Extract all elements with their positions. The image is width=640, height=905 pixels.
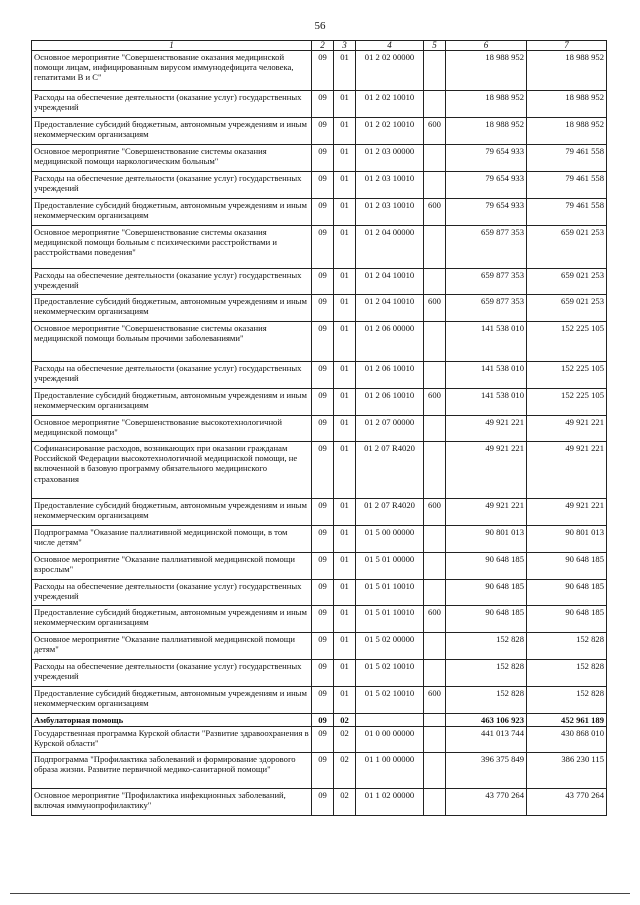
row-name-cell: Предоставление субсидий бюджетным, автономным учреждениям и иным некоммерческим организациям — [32, 118, 312, 145]
row-target-article-cell: 01 2 02 00000 — [356, 51, 424, 91]
row-target-article-cell: 01 5 01 10010 — [356, 580, 424, 606]
row-section-cell: 09 — [312, 442, 334, 499]
row-subsection-cell: 01 — [334, 499, 356, 526]
row-section-cell: 09 — [312, 553, 334, 580]
budget-table — [31, 40, 607, 816]
row-section-cell: 09 — [312, 295, 334, 322]
table-row — [32, 727, 607, 753]
row-subsection-cell: 01 — [334, 91, 356, 118]
row-expense-type-cell: 600 — [424, 606, 446, 633]
row-amount-year2-cell: 659 021 253 — [527, 295, 607, 322]
table-row — [32, 269, 607, 295]
row-section-cell: 09 — [312, 362, 334, 389]
row-name-cell: Государственная программа Курской области "Развитие здравоохранения в Курской области" — [32, 727, 312, 753]
table-row — [32, 416, 607, 442]
row-amount-year1-cell: 18 988 952 — [446, 51, 527, 91]
row-subsection-cell: 01 — [334, 145, 356, 172]
table-row — [32, 499, 607, 526]
row-target-article-cell: 01 2 07 00000 — [356, 416, 424, 442]
row-name-cell: Расходы на обеспечение деятельности (оказание услуг) государственных учреждений — [32, 172, 312, 199]
row-target-article-cell: 01 2 03 10010 — [356, 199, 424, 226]
row-amount-year2-cell: 43 770 264 — [527, 789, 607, 816]
row-name-cell: Подпрограмма "Оказание паллиативной медицинской помощи, в том числе детям" — [32, 526, 312, 553]
row-amount-year1-cell: 141 538 010 — [446, 389, 527, 416]
table-row — [32, 580, 607, 606]
row-amount-year2-cell: 90 648 185 — [527, 606, 607, 633]
table-row — [32, 118, 607, 145]
table-row — [32, 172, 607, 199]
row-subsection-cell: 01 — [334, 416, 356, 442]
row-amount-year2-cell: 452 961 189 — [527, 714, 607, 727]
row-expense-type-cell — [424, 145, 446, 172]
header-col-3: 3 — [334, 41, 356, 51]
row-amount-year1-cell: 441 013 744 — [446, 727, 527, 753]
row-expense-type-cell: 600 — [424, 199, 446, 226]
row-amount-year1-cell: 90 648 185 — [446, 553, 527, 580]
table-header-row — [32, 41, 607, 51]
row-target-article-cell: 01 2 03 10010 — [356, 172, 424, 199]
row-amount-year1-cell: 90 801 013 — [446, 526, 527, 553]
row-amount-year2-cell: 152 828 — [527, 660, 607, 687]
row-section-cell: 09 — [312, 199, 334, 226]
row-amount-year2-cell: 152 225 105 — [527, 362, 607, 389]
row-expense-type-cell — [424, 553, 446, 580]
row-target-article-cell: 01 2 06 00000 — [356, 322, 424, 362]
row-name-cell: Основное мероприятие "Совершенствование системы оказания медицинской помощи наркологическим больным" — [32, 145, 312, 172]
row-amount-year2-cell: 79 461 558 — [527, 172, 607, 199]
row-amount-year1-cell: 463 106 923 — [446, 714, 527, 727]
row-amount-year2-cell: 152 828 — [527, 687, 607, 714]
table-row — [32, 199, 607, 226]
row-amount-year1-cell: 141 538 010 — [446, 322, 527, 362]
row-target-article-cell: 01 2 07 R4020 — [356, 499, 424, 526]
row-section-cell: 09 — [312, 269, 334, 295]
row-expense-type-cell: 600 — [424, 389, 446, 416]
row-section-cell: 09 — [312, 789, 334, 816]
table-row — [32, 145, 607, 172]
row-amount-year2-cell: 659 021 253 — [527, 226, 607, 269]
row-subsection-cell: 01 — [334, 606, 356, 633]
row-amount-year2-cell: 49 921 221 — [527, 499, 607, 526]
row-subsection-cell: 01 — [334, 362, 356, 389]
table-row — [32, 633, 607, 660]
row-expense-type-cell — [424, 442, 446, 499]
row-subsection-cell: 01 — [334, 118, 356, 145]
table-row — [32, 51, 607, 91]
row-section-cell: 09 — [312, 633, 334, 660]
row-section-cell: 09 — [312, 51, 334, 91]
row-amount-year2-cell: 90 801 013 — [527, 526, 607, 553]
row-expense-type-cell: 600 — [424, 118, 446, 145]
header-col-6: 6 — [446, 41, 527, 51]
row-expense-type-cell — [424, 714, 446, 727]
row-section-cell: 09 — [312, 172, 334, 199]
row-amount-year2-cell: 659 021 253 — [527, 269, 607, 295]
row-target-article-cell: 01 5 02 00000 — [356, 633, 424, 660]
row-subsection-cell: 02 — [334, 753, 356, 789]
row-amount-year1-cell: 18 988 952 — [446, 118, 527, 145]
row-target-article-cell: 01 1 02 00000 — [356, 789, 424, 816]
row-amount-year2-cell: 18 988 952 — [527, 51, 607, 91]
row-amount-year1-cell: 659 877 353 — [446, 226, 527, 269]
row-expense-type-cell — [424, 753, 446, 789]
row-target-article-cell: 01 5 02 10010 — [356, 660, 424, 687]
row-expense-type-cell — [424, 269, 446, 295]
row-name-cell: Подпрограмма "Профилактика заболеваний и формирование здорового образа жизни. Развитие первичной медико-санитарной помощи" — [32, 753, 312, 789]
row-target-article-cell: 01 5 01 00000 — [356, 553, 424, 580]
row-subsection-cell: 02 — [334, 714, 356, 727]
header-col-1: 1 — [32, 41, 312, 51]
row-target-article-cell: 01 2 04 10010 — [356, 295, 424, 322]
row-amount-year1-cell: 49 921 221 — [446, 499, 527, 526]
row-subsection-cell: 01 — [334, 633, 356, 660]
row-amount-year1-cell: 49 921 221 — [446, 416, 527, 442]
row-amount-year1-cell: 152 828 — [446, 687, 527, 714]
row-section-cell: 09 — [312, 526, 334, 553]
row-subsection-cell: 01 — [334, 526, 356, 553]
table-row — [32, 442, 607, 499]
row-name-cell: Основное мероприятие "Совершенствование системы оказания медицинской помощи больным с психическими расстройствами и расстройствами поведения" — [32, 226, 312, 269]
header-col-2: 2 — [312, 41, 334, 51]
row-name-cell: Амбулаторная помощь — [32, 714, 312, 727]
row-amount-year1-cell: 18 988 952 — [446, 91, 527, 118]
row-amount-year2-cell: 152 225 105 — [527, 389, 607, 416]
row-subsection-cell: 01 — [334, 660, 356, 687]
row-name-cell: Основное мероприятие "Совершенствование оказания медицинской помощи лицам, инфицированным вирусом иммунодефицита человека, гепатитами В и С" — [32, 51, 312, 91]
table-row — [32, 226, 607, 269]
row-expense-type-cell — [424, 322, 446, 362]
row-name-cell: Основное мероприятие "Совершенствование системы оказания медицинской помощи больным прочими заболеваниями" — [32, 322, 312, 362]
row-subsection-cell: 01 — [334, 389, 356, 416]
row-name-cell: Предоставление субсидий бюджетным, автономным учреждениям и иным некоммерческим организациям — [32, 295, 312, 322]
row-expense-type-cell — [424, 51, 446, 91]
row-expense-type-cell — [424, 727, 446, 753]
row-section-cell: 09 — [312, 606, 334, 633]
row-section-cell: 09 — [312, 753, 334, 789]
table-row — [32, 789, 607, 816]
row-target-article-cell — [356, 714, 424, 727]
row-expense-type-cell — [424, 172, 446, 199]
row-subsection-cell: 01 — [334, 269, 356, 295]
row-target-article-cell: 01 2 03 00000 — [356, 145, 424, 172]
header-col-4: 4 — [356, 41, 424, 51]
row-subsection-cell: 01 — [334, 51, 356, 91]
table-row — [32, 606, 607, 633]
row-target-article-cell: 01 2 02 10010 — [356, 91, 424, 118]
row-target-article-cell: 01 2 06 10010 — [356, 362, 424, 389]
row-subsection-cell: 02 — [334, 789, 356, 816]
row-amount-year1-cell: 49 921 221 — [446, 442, 527, 499]
row-amount-year2-cell: 152 828 — [527, 633, 607, 660]
row-target-article-cell: 01 5 02 10010 — [356, 687, 424, 714]
row-subsection-cell: 01 — [334, 580, 356, 606]
row-section-cell: 09 — [312, 714, 334, 727]
row-section-cell: 09 — [312, 389, 334, 416]
row-subsection-cell: 01 — [334, 226, 356, 269]
row-amount-year2-cell: 18 988 952 — [527, 118, 607, 145]
row-expense-type-cell: 600 — [424, 687, 446, 714]
page-number: 56 — [314, 20, 326, 32]
row-target-article-cell: 01 2 02 10010 — [356, 118, 424, 145]
row-subsection-cell: 01 — [334, 199, 356, 226]
table-body — [32, 51, 607, 816]
row-section-cell: 09 — [312, 580, 334, 606]
row-expense-type-cell — [424, 91, 446, 118]
row-target-article-cell: 01 2 07 R4020 — [356, 442, 424, 499]
row-target-article-cell: 01 1 00 00000 — [356, 753, 424, 789]
row-expense-type-cell: 600 — [424, 499, 446, 526]
header-col-7: 7 — [527, 41, 607, 51]
row-amount-year1-cell: 659 877 353 — [446, 269, 527, 295]
row-subsection-cell: 02 — [334, 727, 356, 753]
table-row — [32, 660, 607, 687]
row-amount-year1-cell: 79 654 933 — [446, 199, 527, 226]
row-subsection-cell: 01 — [334, 295, 356, 322]
row-section-cell: 09 — [312, 118, 334, 145]
row-name-cell: Основное мероприятие "Оказание паллиативной медицинской помощи детям" — [32, 633, 312, 660]
row-section-cell: 09 — [312, 727, 334, 753]
row-section-cell: 09 — [312, 91, 334, 118]
row-section-cell: 09 — [312, 226, 334, 269]
row-expense-type-cell — [424, 580, 446, 606]
row-section-cell: 09 — [312, 416, 334, 442]
table-row — [32, 553, 607, 580]
row-name-cell: Софинансирование расходов, возникающих при оказании гражданам Российской Федерации высокотехнологичной медицинской помощи, не включенной в базовую программу обязательного медицинского страхования — [32, 442, 312, 499]
row-expense-type-cell — [424, 660, 446, 687]
row-expense-type-cell — [424, 526, 446, 553]
row-section-cell: 09 — [312, 322, 334, 362]
row-name-cell: Предоставление субсидий бюджетным, автономным учреждениям и иным некоммерческим организациям — [32, 687, 312, 714]
row-amount-year1-cell: 90 648 185 — [446, 606, 527, 633]
page-bottom-rule — [10, 893, 630, 894]
row-subsection-cell: 01 — [334, 172, 356, 199]
row-name-cell: Предоставление субсидий бюджетным, автономным учреждениям и иным некоммерческим организациям — [32, 499, 312, 526]
table-row — [32, 714, 607, 727]
row-amount-year2-cell: 18 988 952 — [527, 91, 607, 118]
row-amount-year2-cell: 90 648 185 — [527, 580, 607, 606]
table-row — [32, 295, 607, 322]
row-amount-year1-cell: 79 654 933 — [446, 145, 527, 172]
row-subsection-cell: 01 — [334, 553, 356, 580]
row-name-cell: Расходы на обеспечение деятельности (оказание услуг) государственных учреждений — [32, 660, 312, 687]
row-amount-year2-cell: 79 461 558 — [527, 145, 607, 172]
row-name-cell: Предоставление субсидий бюджетным, автономным учреждениям и иным некоммерческим организациям — [32, 199, 312, 226]
row-section-cell: 09 — [312, 687, 334, 714]
row-target-article-cell: 01 0 00 00000 — [356, 727, 424, 753]
row-name-cell: Расходы на обеспечение деятельности (оказание услуг) государственных учреждений — [32, 91, 312, 118]
row-name-cell: Расходы на обеспечение деятельности (оказание услуг) государственных учреждений — [32, 362, 312, 389]
row-name-cell: Основное мероприятие "Оказание паллиативной медицинской помощи взрослым" — [32, 553, 312, 580]
row-name-cell: Расходы на обеспечение деятельности (оказание услуг) государственных учреждений — [32, 580, 312, 606]
row-name-cell: Основное мероприятие "Совершенствование высокотехнологичной медицинской помощи" — [32, 416, 312, 442]
row-target-article-cell: 01 2 04 00000 — [356, 226, 424, 269]
row-amount-year2-cell: 152 225 105 — [527, 322, 607, 362]
table-row — [32, 687, 607, 714]
row-amount-year2-cell: 430 868 010 — [527, 727, 607, 753]
row-subsection-cell: 01 — [334, 322, 356, 362]
row-name-cell: Предоставление субсидий бюджетным, автономным учреждениям и иным некоммерческим организациям — [32, 606, 312, 633]
row-amount-year2-cell: 79 461 558 — [527, 199, 607, 226]
row-amount-year1-cell: 43 770 264 — [446, 789, 527, 816]
table-row — [32, 362, 607, 389]
row-section-cell: 09 — [312, 499, 334, 526]
row-expense-type-cell — [424, 362, 446, 389]
row-amount-year1-cell: 396 375 849 — [446, 753, 527, 789]
row-name-cell: Основное мероприятие "Профилактика инфекционных заболеваний, включая иммунопрофилактику" — [32, 789, 312, 816]
row-name-cell: Предоставление субсидий бюджетным, автономным учреждениям и иным некоммерческим организациям — [32, 389, 312, 416]
row-amount-year1-cell: 152 828 — [446, 633, 527, 660]
table-row — [32, 389, 607, 416]
row-subsection-cell: 01 — [334, 687, 356, 714]
row-expense-type-cell: 600 — [424, 295, 446, 322]
row-amount-year1-cell: 90 648 185 — [446, 580, 527, 606]
row-expense-type-cell — [424, 416, 446, 442]
row-amount-year2-cell: 386 230 115 — [527, 753, 607, 789]
row-amount-year1-cell: 141 538 010 — [446, 362, 527, 389]
row-expense-type-cell — [424, 789, 446, 816]
header-col-5: 5 — [424, 41, 446, 51]
row-expense-type-cell — [424, 633, 446, 660]
row-subsection-cell: 01 — [334, 442, 356, 499]
table-row — [32, 322, 607, 362]
row-target-article-cell: 01 2 06 10010 — [356, 389, 424, 416]
row-target-article-cell: 01 5 01 10010 — [356, 606, 424, 633]
row-name-cell: Расходы на обеспечение деятельности (оказание услуг) государственных учреждений — [32, 269, 312, 295]
row-amount-year1-cell: 659 877 353 — [446, 295, 527, 322]
table-row — [32, 753, 607, 789]
row-target-article-cell: 01 2 04 10010 — [356, 269, 424, 295]
row-section-cell: 09 — [312, 145, 334, 172]
row-expense-type-cell — [424, 226, 446, 269]
row-amount-year1-cell: 152 828 — [446, 660, 527, 687]
table-row — [32, 526, 607, 553]
row-target-article-cell: 01 5 00 00000 — [356, 526, 424, 553]
table-row — [32, 91, 607, 118]
row-amount-year2-cell: 90 648 185 — [527, 553, 607, 580]
row-amount-year1-cell: 79 654 933 — [446, 172, 527, 199]
row-amount-year2-cell: 49 921 221 — [527, 416, 607, 442]
row-amount-year2-cell: 49 921 221 — [527, 442, 607, 499]
row-section-cell: 09 — [312, 660, 334, 687]
